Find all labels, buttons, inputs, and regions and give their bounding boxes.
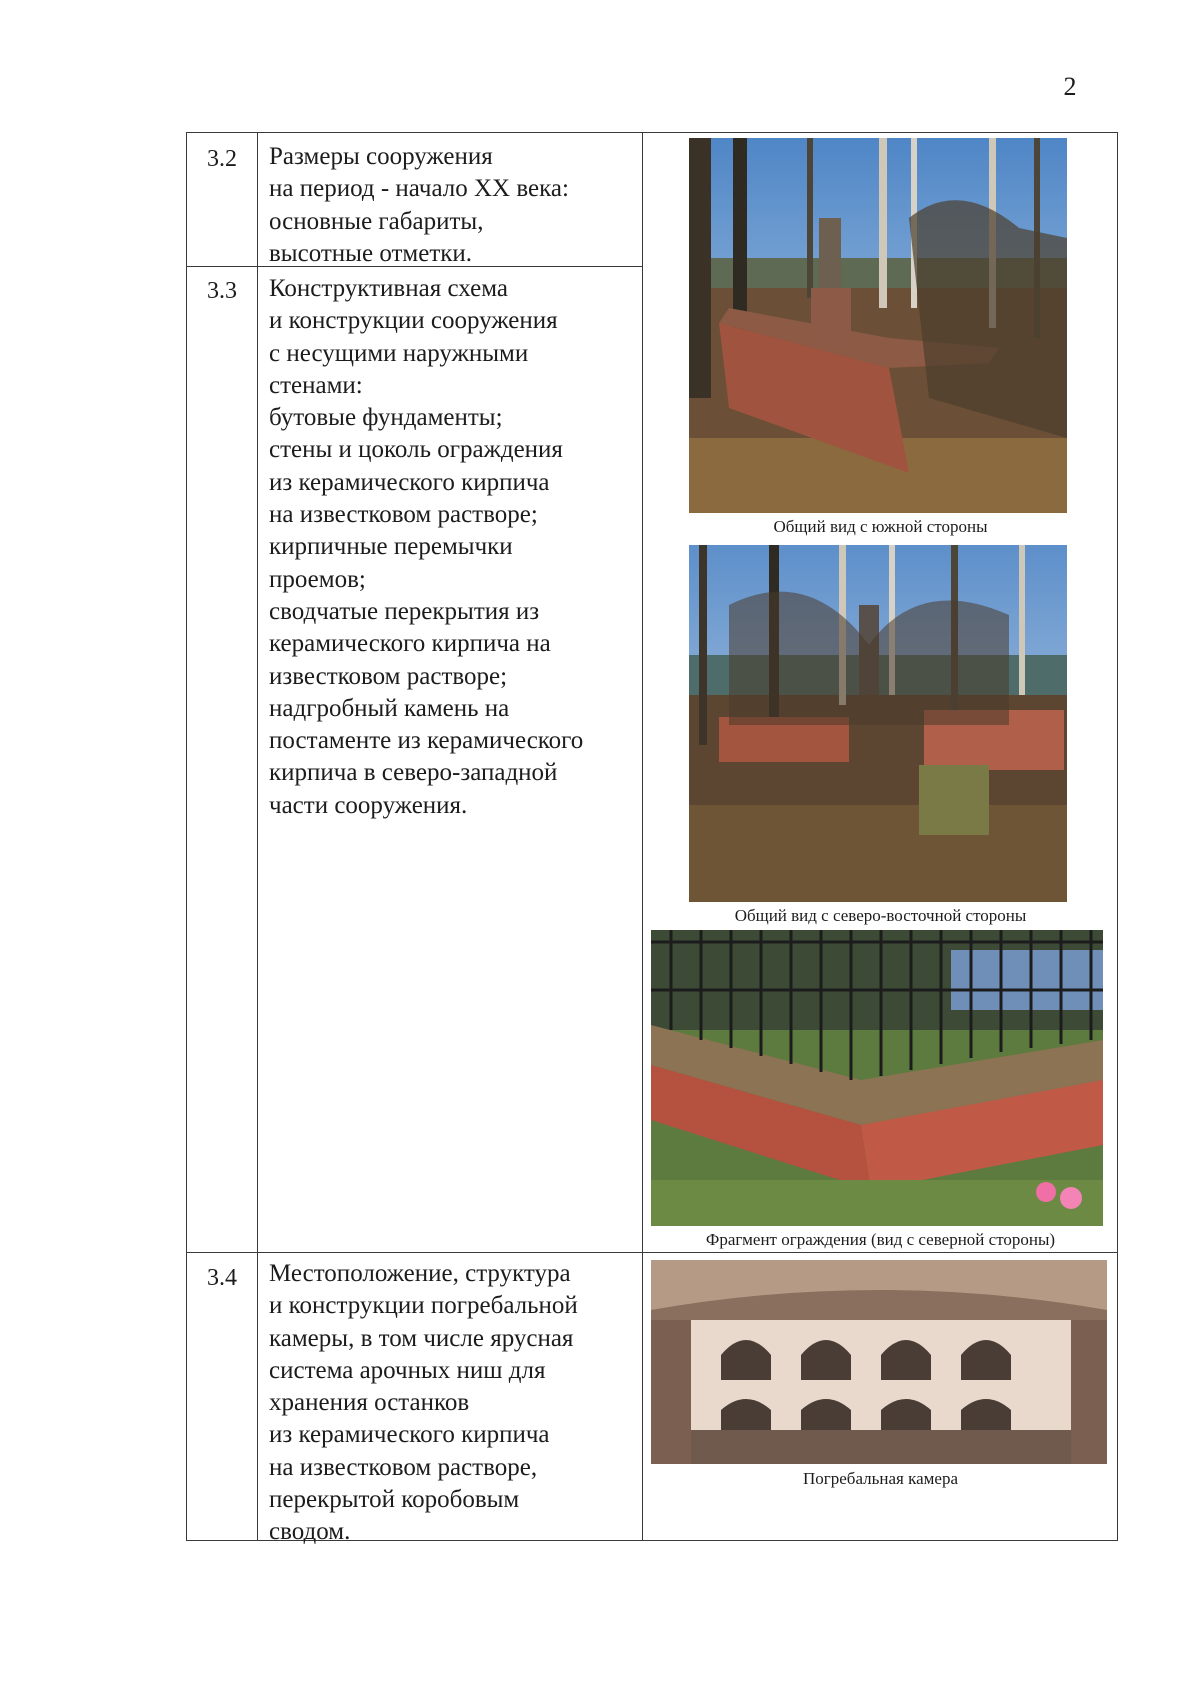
page-number: 2	[1063, 72, 1077, 101]
row-text-3-4: Местоположение, структура и конструкции погребальной камеры, в том числе ярусная система арочных ниш для хранения останков из керамического кирпича на известковом растворе, перекрытой коробовым сводом.	[269, 1260, 578, 1546]
caption-south-view: Общий вид с южной стороны	[773, 517, 988, 536]
photo-northeast-view	[689, 545, 1067, 902]
row-text-3-3: Конструктивная схема и конструкции сооружения с несущими наружными стенами: бутовые фундаменты; стены и цоколь ограждения из керамического кирпича на известковом растворе; кирпичные перемычки проемов; сводчатые перекрытия из керамического кирпича на известковом растворе; надгробный камень на постаменте из керамического кирпича в северо-западной части сооружения.	[269, 275, 584, 819]
row-text-3-2: Размеры сооружения на период - начало XX века: основные габариты, высотные отметки.	[269, 143, 569, 267]
photo-burial-chamber	[651, 1260, 1107, 1464]
caption-fence-fragment: Фрагмент ограждения (вид с северной стороны)	[705, 1230, 1056, 1249]
row-number-3-3: 3.3	[207, 278, 237, 304]
description-table	[186, 132, 1118, 1546]
photo-fence-fragment	[651, 930, 1103, 1226]
row-number-3-4: 3.4	[207, 1265, 237, 1291]
column-divider-num	[257, 133, 258, 1540]
row-number-3-2: 3.2	[207, 146, 237, 172]
row-divider-3-3	[187, 1252, 1117, 1253]
caption-northeast-view: Общий вид с северо-восточной стороны	[734, 906, 1027, 925]
photo-south-view	[689, 138, 1067, 513]
caption-burial-chamber: Погребальная камера	[803, 1469, 958, 1488]
